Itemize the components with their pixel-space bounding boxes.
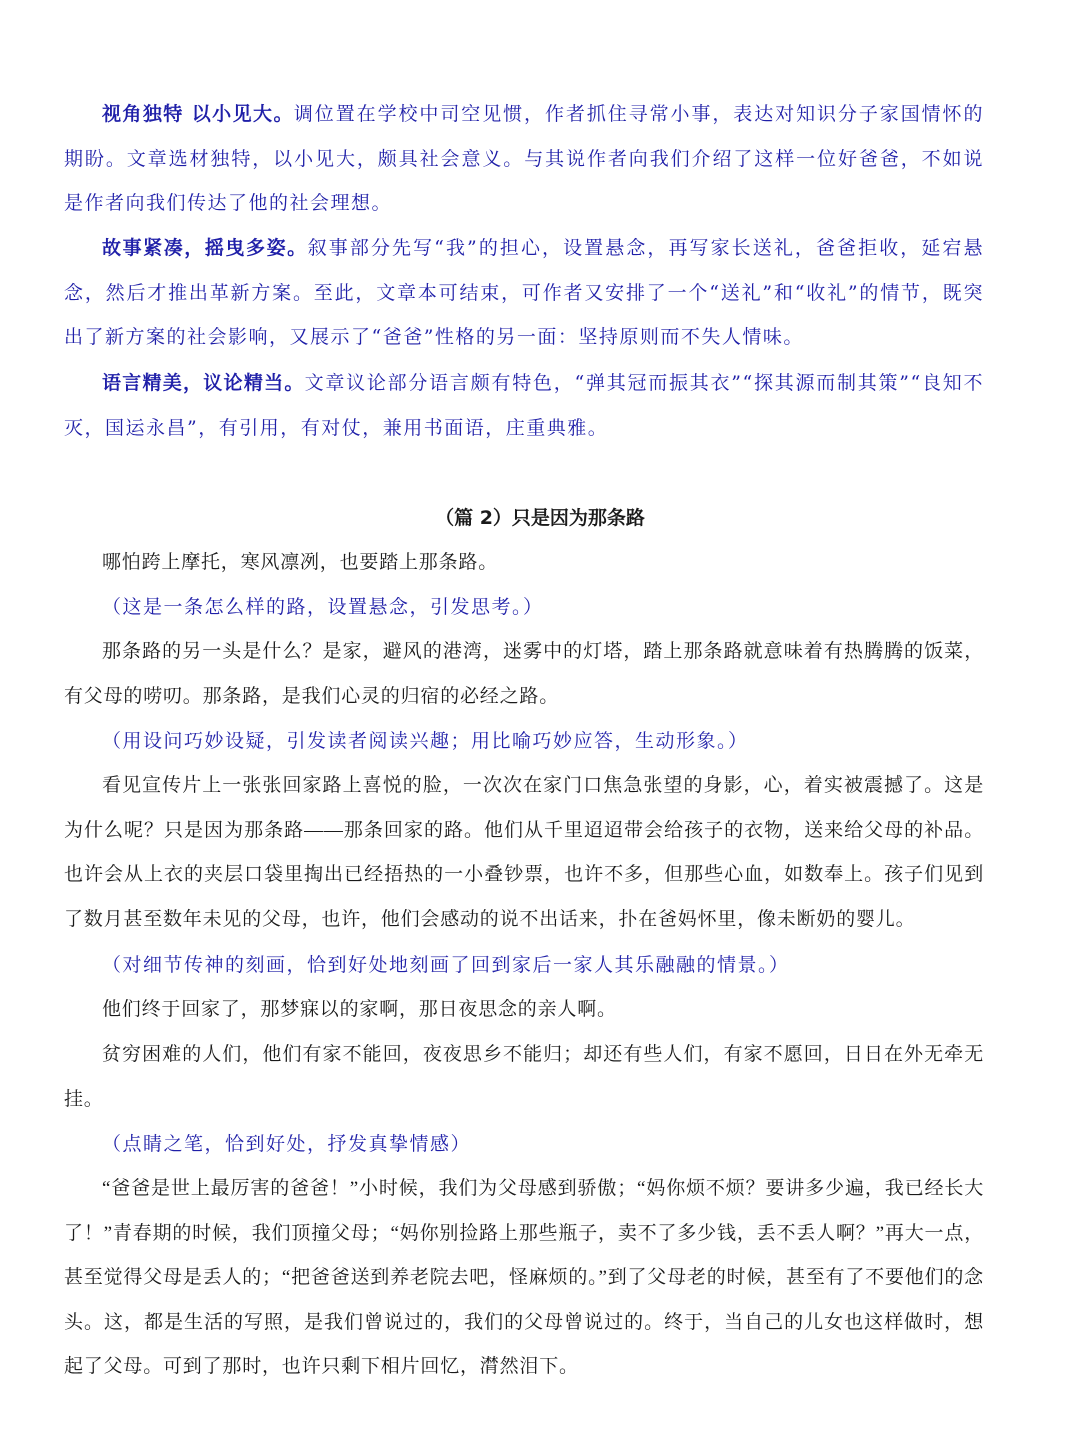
annotation-2: （用设问巧妙设疑，引发读者阅读兴趣；用比喻巧妙应答，生动形象。） bbox=[102, 730, 749, 752]
review-heading-1: 视角独特 以小见大。 bbox=[102, 103, 294, 125]
essay-paragraph-6: “爸爸是世上最厉害的爸爸！”小时候，我们为父母感到骄傲；“妈你烦不烦？要讲多少遍，我已经长大了！”青春期的时候，我们顶撞父母；“妈你别捡路上那些瓶子，卖不了多少钱，丢不丢人啊？”再大一点，甚至觉得父母是丢人的；“把爸爸送到养老院去吧，怪麻烦的。”到了父母老的时候，甚至有了不要他们的念头。这，都是生活的写照，是我们曾说过的，我们的父母曾说过的。终于，当自己的儿女也这样做时，想起了父母。可到了那时，也许只剩下相片回忆，潸然泪下。 bbox=[64, 1178, 984, 1377]
annotation-3: （对细节传神的刻画，恰到好处地刻画了回到家后一家人其乐融融的情景。） bbox=[102, 954, 790, 976]
review-heading-2: 故事紧凑，摇曳多姿。 bbox=[102, 237, 308, 259]
essay-paragraph-3: 看见宣传片上一张张回家路上喜悦的脸，一次次在家门口焦急张望的身影，心，着实被震撼了。这是为什么呢？只是因为那条路——那条回家的路。他们从千里迢迢带会给孩子的衣物，送来给父母的补品。也许会从上衣的夹层口袋里掏出已经捂热的一小叠钞票，也许不多，但那些心血，如数奉上。孩子们见到了数月甚至数年未见的父母，也许，他们会感动的说不出话来，扑在爸妈怀里，像未断奶的婴儿。 bbox=[64, 775, 984, 930]
annotation-4: （点睛之笔，恰到好处，抒发真挚情感） bbox=[102, 1133, 472, 1155]
essay-paragraph-1: 哪怕跨上摩托，寒风凛冽，也要踏上那条路。 bbox=[102, 552, 499, 573]
review-paragraph-1 bbox=[64, 92, 984, 226]
review-text-1: 调位置在学校中司空见惯，作者抓住寻常小事，表达对知识分子家国情怀的期盼。文章选材独特，以小见大，颇具社会意义。与其说作者向我们介绍了这样一位好爸爸，不如说是作者向我们传达了他的社会理想。 bbox=[64, 103, 984, 214]
essay-paragraph-4: 他们终于回家了，那梦寐以的家啊，那日夜思念的亲人啊。 bbox=[102, 999, 617, 1020]
annotation-1: （这是一条怎么样的路，设置悬念，引发思考。） bbox=[102, 596, 544, 618]
review-text-2: 叙事部分先写“我”的担心，设置悬念，再写家长送礼，爸爸拒收，延宕悬念，然后才推出革新方案。至此，文章本可结束，可作者又安排了一个“送礼”和“收礼”的情节，既突出了新方案的社会影响，又展示了“爸爸”性格的另一面：坚持原则而不失人情味。 bbox=[64, 237, 984, 348]
review-paragraph-3 bbox=[64, 361, 984, 450]
review-paragraph-2 bbox=[64, 226, 984, 360]
essay-paragraph-5: 贫穷困难的人们，他们有家不能回，夜夜思乡不能归；却还有些人们，有家不愿回，日日在外无牵无挂。 bbox=[64, 1044, 984, 1110]
review-heading-3: 语言精美，议论精当。 bbox=[102, 372, 305, 394]
essay-paragraph-2: 那条路的另一头是什么？是家，避风的港湾，迷雾中的灯塔，踏上那条路就意味着有热腾腾的饭菜，有父母的唠叨。那条路，是我们心灵的归宿的必经之路。 bbox=[64, 641, 984, 707]
essay-title: （篇 2）只是因为那条路 bbox=[435, 507, 645, 529]
review-text-3: 文章议论部分语言颇有特色，“弹其冠而振其衣”“探其源而制其策”“良知不灭，国运永昌”，有引用，有对仗，兼用书面语，庄重典雅。 bbox=[64, 372, 984, 439]
